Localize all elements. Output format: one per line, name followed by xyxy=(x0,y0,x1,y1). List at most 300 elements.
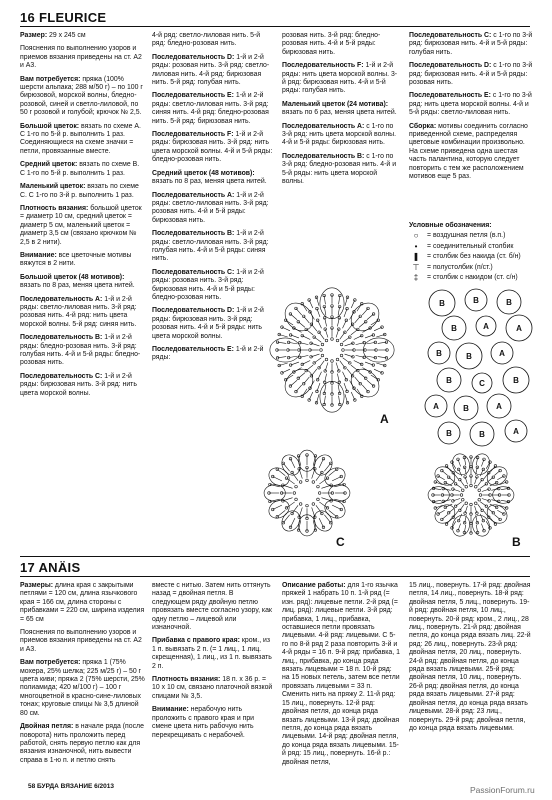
motif-letter: A xyxy=(499,349,505,358)
stitch-line xyxy=(283,485,293,488)
paragraph-label: Плотность вязания: xyxy=(152,676,223,684)
petal xyxy=(346,297,385,336)
paragraph-text: 1-й и 2-й ряды: нить цвета морской волны. 3-й ряд: бирюзовая нить. 4-й и 5-й ряды: голубая нить. xyxy=(282,62,398,95)
stitch-line xyxy=(351,392,355,400)
petal xyxy=(484,463,511,489)
motif-letter: B xyxy=(473,296,479,305)
stitch-line xyxy=(300,355,309,357)
chain-stitch xyxy=(474,502,477,505)
legend-text: = соединительный столбик xyxy=(427,242,514,250)
paragraph-label: Размер: xyxy=(20,32,50,39)
stitch-line xyxy=(325,363,328,371)
paragraph-text: пряжа 1 (75% мохера, 25% шелка; 225 м/25 г) – 50 г цвета киви; пряжа 2 (75% шерсти, 25% полиамида; 420 м/100 г) – 100 г многоцветной в красно-сине-лиловых тонах; круговые спицы № 3,5 длиной 80 см. xyxy=(20,659,145,717)
paragraph-text: 1-й и 2-й ряды: бирюзовая нить. 3-й ряд: нить цвета морской волны. xyxy=(20,372,137,397)
paragraph xyxy=(152,131,273,165)
stitch-line xyxy=(480,469,483,476)
motif-letter: B xyxy=(513,376,519,385)
paragraph-label: Размеры: xyxy=(20,582,55,589)
legend-title: Условные обозначения: xyxy=(409,222,492,229)
paragraph xyxy=(152,637,273,671)
paragraph-label: Последовательность С: xyxy=(20,372,105,380)
chain-stitch xyxy=(299,503,302,506)
chain-stitch xyxy=(381,326,384,329)
stitch-line xyxy=(345,297,347,305)
paragraph xyxy=(152,32,273,49)
stitch-line xyxy=(481,459,484,466)
stitch-line xyxy=(300,343,309,345)
stitch-line xyxy=(291,459,295,468)
paragraph-text: 1-й и 2-й ряды: бледно-розовая нить. 3-й ряд: голубая нить. 4-й и 5-й ряды: бледно-розовая нить. xyxy=(20,334,141,367)
chain-stitch xyxy=(465,502,468,505)
motif-letter: A xyxy=(516,324,522,333)
stitch-line xyxy=(319,332,324,339)
paragraph-label: Прибавка с правого края: xyxy=(152,637,242,645)
stitch-line xyxy=(302,361,310,365)
chain-stitch xyxy=(271,508,274,511)
paragraph xyxy=(282,123,400,148)
section-divider-2 xyxy=(20,556,530,557)
stitch-line xyxy=(302,336,310,340)
paragraph-text: большой цветок = диаметр 10 см, средний цветок = диаметр 5 см, маленький цветок = диаметр 3,5 см (связано крючком № 2,5 в 2 нити). xyxy=(20,204,142,246)
chain-stitch xyxy=(345,378,348,381)
stitch-line xyxy=(312,469,315,479)
stitch-line xyxy=(365,335,373,338)
chain-stitch xyxy=(306,479,309,482)
chain-stitch xyxy=(336,339,339,342)
paragraph-text: с 1-го по 3-й ряд: нить цвета морской волны. 4-й и 5-й ряды: бирюзовая нить. xyxy=(282,122,396,147)
paragraph-text: 1-й и 2-й ряды: бирюзовая нить. 3-й ряд: розовая нить. 4-й и 5-й ряды: нить цвета морской волны. xyxy=(152,307,264,340)
chain-stitch xyxy=(360,363,363,366)
legend-symbol-icon: ⊤ xyxy=(412,262,420,272)
chain-stitch xyxy=(479,494,482,497)
stitch-line xyxy=(290,314,297,320)
stitch-line xyxy=(279,335,287,337)
stitch-line xyxy=(279,363,287,365)
chain-stitch xyxy=(317,498,320,501)
stitch-line xyxy=(344,309,347,317)
paragraph-text: нерабочую нить проложить с правого края и при смене цвета нить рабочую нить перекрещивать с нерабочей. xyxy=(152,706,254,739)
stitch-line xyxy=(311,354,319,357)
paragraph-text: длина края с закрытыми петлями = 120 см, длина язычкового края = 166 см, длина стороны с прибавками = 220 см, ширина изделия = 65 см xyxy=(20,582,145,623)
paragraph-text: вязать по схеме С. С 1-го по 3-й р. выполнить 1 раз. xyxy=(20,183,139,199)
diagram-b xyxy=(426,448,516,543)
chain-stitch xyxy=(321,354,324,357)
paragraph-text: Пояснения по выполнению узоров и приемов вязания приведены на ст. А2 и А3. xyxy=(20,45,142,70)
chain-stitch xyxy=(289,364,292,367)
paragraph-label: Последовательность F: xyxy=(282,62,366,70)
chain-stitch xyxy=(460,494,463,497)
motif-letter: B xyxy=(479,430,485,439)
paragraph xyxy=(282,582,400,767)
paragraph-label: Плотность вязания: xyxy=(20,204,91,212)
chain-stitch xyxy=(295,498,298,501)
stitch-line xyxy=(299,469,302,479)
stitch-line xyxy=(290,380,297,386)
stitch-line xyxy=(458,524,461,531)
stitch-line xyxy=(345,394,347,402)
paragraph xyxy=(152,54,273,88)
chain-stitch xyxy=(316,307,319,310)
paragraph-text: 4-й ряд: светло-лиловая нить. 5-й ряд: бледно-розовая нить. xyxy=(152,32,261,48)
stitch-line xyxy=(494,515,500,520)
stitch-line xyxy=(325,318,327,327)
stitch-line xyxy=(299,507,302,517)
paragraph-label: Сборка: xyxy=(409,122,439,130)
stitch-line xyxy=(304,377,310,384)
stitch-line xyxy=(336,329,339,337)
stitch-line xyxy=(356,355,365,357)
anais-column-1 xyxy=(20,582,146,770)
paragraph xyxy=(152,582,273,632)
motif-letter: A xyxy=(513,427,519,436)
chain-stitch xyxy=(325,358,328,361)
paragraph-text: 1-й и 2-й ряды: светло-лиловая нить. 3-й ряд: синяя нить. 4-й ряд: бледно-розовая нить. 5-й ряд: бирюзовая нить. xyxy=(152,92,269,125)
paragraph-text: с 1-го по 3-й ряд: бледно-розовая нить. 4-й и 5-й ряды: нить цвета морской волны. xyxy=(282,152,397,186)
paragraph-label: Маленький цветок (24 мотива): xyxy=(282,100,389,108)
paragraph xyxy=(20,32,146,40)
paragraph xyxy=(20,582,146,624)
paragraph xyxy=(282,101,400,118)
motif-letter: B xyxy=(446,429,452,438)
stitch-line xyxy=(500,482,507,485)
watermark: PassionForum.ru xyxy=(470,785,535,795)
section-divider-3 xyxy=(20,576,530,577)
chain-stitch xyxy=(478,498,481,501)
legend xyxy=(409,222,539,284)
paragraph xyxy=(152,706,273,740)
stitch-line xyxy=(438,476,445,480)
section-title-anais: 17 ANÄIS xyxy=(20,560,81,575)
chain-stitch xyxy=(316,390,319,393)
paragraph-text: 1-й и 2-й ряды: розовая нить. 3-й ряд: бирюзовая нить. 4-й и 5-й ряды: бледно-розовая нить. xyxy=(152,268,264,301)
motif-letter: A xyxy=(433,402,439,411)
stitch-line xyxy=(351,329,358,334)
stitch-line xyxy=(319,518,323,527)
stitch-line xyxy=(345,343,353,346)
stitch-line xyxy=(332,505,341,509)
stitch-line xyxy=(332,477,341,481)
paragraph xyxy=(282,32,400,57)
paragraph-label: Средний цветок (48 мотивов): xyxy=(152,169,255,177)
chain-stitch xyxy=(381,372,384,375)
stitch-line xyxy=(459,469,462,476)
paragraph xyxy=(152,192,273,226)
paragraph-text: все цветочные мотивы вяжутся в 2 нити. xyxy=(20,251,132,268)
paragraph xyxy=(152,346,273,363)
petal xyxy=(484,501,511,527)
paragraph-label: Последовательность D: xyxy=(409,62,494,70)
stitch-line xyxy=(367,380,374,386)
diagram-a-label: A xyxy=(380,412,389,426)
chain-stitch xyxy=(293,492,296,495)
paragraph-label: Последовательность D: xyxy=(152,307,237,315)
chain-stitch xyxy=(301,363,304,366)
stitch-line xyxy=(309,392,313,400)
stitch-line xyxy=(497,476,504,480)
motif-letter: B xyxy=(446,376,452,385)
chain-stitch xyxy=(346,390,349,393)
stitch-line xyxy=(374,369,382,373)
paragraph-label: Последовательность В: xyxy=(282,152,367,160)
paragraph-text: с 1-го по 3-й ряд: нить цвета морской волны. 4-й и 5-й ряды: светло-лиловая нить. xyxy=(409,92,532,117)
paragraph xyxy=(20,205,146,247)
stitch-line xyxy=(317,383,320,391)
stitch-line xyxy=(347,369,352,376)
paragraph-text: 1-й и 2-й ряды: светло-лиловая нить. 3-й ряд: розовая нить. 4-й и 5-й ряды: бирюзовая нить. xyxy=(152,191,269,224)
stitch-line xyxy=(344,383,347,391)
anais-column-2 xyxy=(152,582,273,745)
paragraph-text: розовая нить. 3-й ряд: бледно-розовая нить. 4-й и 5-й ряды: бирюзовая нить. xyxy=(282,32,381,56)
stitch-line xyxy=(362,308,368,315)
stitch-line xyxy=(291,362,299,365)
stitch-line xyxy=(311,343,319,346)
chain-stitch xyxy=(295,485,298,488)
stitch-line xyxy=(343,372,347,380)
paragraph xyxy=(20,76,146,118)
paragraph-text: 1-й и 2-й ряды: xyxy=(152,346,264,362)
stitch-line xyxy=(325,374,327,383)
legend-symbol-icon: • xyxy=(414,241,418,251)
stitch-line xyxy=(354,336,362,340)
paragraph xyxy=(20,274,146,291)
stitch-line xyxy=(365,362,373,365)
paragraph xyxy=(409,582,533,733)
motif-letter: C xyxy=(479,379,485,388)
paragraph xyxy=(409,92,533,117)
chain-stitch xyxy=(312,503,315,506)
motif-letter: B xyxy=(451,324,457,333)
stitch-line xyxy=(460,504,464,510)
stitch-line xyxy=(480,502,486,506)
stitch-line xyxy=(497,510,504,514)
paragraph-label: Большой цветок: xyxy=(20,122,81,130)
paragraph-text: в начале ряда (после поворота) нить проложить перед работой, снять первую петлю как для вязания изнаночной, нить вывести справа в 1-ю п. и петлю снять xyxy=(20,723,144,764)
paragraph-text: вязать по схеме А. С 1-го по 5-й р. выполнить 1 раз. Соединяющиеся на схеме значки = петли, провязанные вместе. xyxy=(20,122,141,155)
paragraph xyxy=(20,45,146,70)
chain-stitch xyxy=(437,513,440,516)
chain-stitch xyxy=(474,485,477,488)
chain-stitch xyxy=(317,485,320,488)
chain-stitch xyxy=(461,498,464,501)
paragraph-text: мотивы соединить согласно приведенной схеме, распределяя цветовые комбинации произвольно. На схеме приведена одна шестая часть палантина, которую следует повторить с тем же расположением мотивов еще 5 раз. xyxy=(409,122,528,181)
stitch-line xyxy=(314,358,321,363)
legend-text: = воздушная петля (в.п.) xyxy=(427,232,506,240)
stitch-line xyxy=(312,507,315,517)
stitch-line xyxy=(282,369,290,373)
paragraph-label: Последовательность В: xyxy=(152,230,237,238)
chain-stitch xyxy=(331,338,334,341)
stitch-line xyxy=(314,337,321,342)
fleurice-column-1 xyxy=(20,32,146,403)
stitch-line xyxy=(321,498,331,501)
chain-stitch xyxy=(306,504,309,507)
stitch-line xyxy=(343,358,350,363)
motif-letter: B xyxy=(466,352,472,361)
stitch-line xyxy=(456,484,462,488)
paragraph xyxy=(20,723,146,765)
legend-symbol-icon: ○ xyxy=(413,231,419,241)
motif-letter: A xyxy=(483,322,489,331)
chain-stitch xyxy=(465,485,468,488)
petal xyxy=(346,364,385,403)
paragraph-text: 18 п. х 36 р. = 10 х 10 см, связано платочной вязкой спицами № 3,5. xyxy=(152,676,273,700)
paragraph xyxy=(20,296,146,330)
stitch-line xyxy=(317,394,319,402)
paragraph xyxy=(282,153,400,187)
stitch-line xyxy=(304,316,310,323)
paragraph-label: Последовательность С: xyxy=(409,32,494,39)
chain-stitch xyxy=(340,508,343,511)
chain-stitch xyxy=(322,457,325,460)
chain-stitch xyxy=(320,349,323,352)
paragraph-label: Вам потребуется: xyxy=(20,75,83,83)
diagram-b-label: B xyxy=(512,535,521,549)
fleurice-column-3 xyxy=(282,32,400,192)
stitch-line xyxy=(336,363,339,371)
stitch-line xyxy=(355,377,361,384)
paragraph xyxy=(20,161,146,178)
legend-item xyxy=(409,232,539,240)
paragraph xyxy=(20,183,146,200)
paragraph-label: Последовательность А: xyxy=(20,295,105,303)
petal xyxy=(279,364,318,403)
paragraph xyxy=(152,170,273,187)
stitch-line xyxy=(296,385,302,392)
chain-stitch xyxy=(308,399,311,402)
anais-column-3 xyxy=(282,582,400,772)
stitch-line xyxy=(343,337,350,342)
stitch-line xyxy=(459,514,462,521)
diagram-c xyxy=(262,448,352,538)
legend-text: = полустолбик (п/ст.) xyxy=(427,263,493,271)
chain-stitch xyxy=(325,339,328,342)
motif-letter: B xyxy=(436,349,442,358)
stitch-line xyxy=(318,320,322,328)
stitch-line xyxy=(340,332,345,339)
paragraph-text: с 1-го по 3-й ряд: бирюзовая нить. 4-й и 5-й ряды: розовая нить. xyxy=(409,62,533,87)
chain-stitch xyxy=(281,326,284,329)
chain-stitch xyxy=(316,378,319,381)
stitch-line xyxy=(376,335,384,337)
petal xyxy=(431,463,458,489)
stitch-line xyxy=(298,373,305,379)
paragraph-text: Пояснения по выполнению узоров и приемов вязания приведены на ст. А2 и А3. xyxy=(20,629,142,653)
stitch-line xyxy=(367,314,374,320)
stitch-line xyxy=(317,297,319,305)
stitch-line xyxy=(500,505,507,508)
stitch-line xyxy=(273,477,282,481)
paragraph-label: Последовательность А: xyxy=(282,122,367,130)
stitch-line xyxy=(319,361,324,368)
chain-stitch xyxy=(342,349,345,352)
paragraph xyxy=(152,676,273,701)
paragraph-text: 15 лиц., повернуть. 17-й ряд: двойная петля, 14 лиц., повернуть. 18-й ряд: двойная петля, 5 лиц., повернуть. 19-й ряд: двойная петля, 10 лиц., повернуть. 20-й ряд: кром., 2 лиц., 28 лиц., повернуть. 21-й ряд: двойная петля, до конца ряда вязать лиц. 22-й ряд: 26 лиц., повернуть. 23-й ряд: двойная петля, 20 лиц., повернуть. 24-й ряд: двойная петля, до конца ряда вязать лицевыми. 25-й ряд: двойная петля, 10 лиц., повернуть. 26-й ряд: двойная петля, до конца ряда вязать лицевыми. 27-й ряд: двойная петля, до конца ряда вязать лицевыми. 28-й ряд: 23 лиц., повернуть. 29-й ряд: двойная петля, до конца ряда вязать лицевыми. xyxy=(409,582,531,732)
paragraph-label: Последовательность Е: xyxy=(409,92,493,100)
stitch-line xyxy=(325,329,328,337)
stitch-line xyxy=(343,320,347,328)
magazine-name: БУРДА ВЯЗАНИЕ 6/2013 xyxy=(37,783,115,790)
paragraph-label: Последовательность А: xyxy=(152,191,237,199)
paragraph-text: пряжа (100% шерсти альпака; 288 м/50 г) – по 100 г бирюзовой, морской волны, бледно-розовой, синей и светло-лиловой, по 50 г розовой и голубой; крючок № 2,5. xyxy=(20,75,143,117)
paragraph xyxy=(152,269,273,303)
section-divider xyxy=(20,26,530,27)
paragraph-text: с 1-го по 3-й ряд: бирюзовая нить. 4-й и 5-й ряды: голубая нить. xyxy=(409,32,533,56)
stitch-line xyxy=(480,484,486,488)
stitch-line xyxy=(480,514,483,521)
stitch-line xyxy=(356,343,365,345)
motif-letter: B xyxy=(506,298,512,307)
paragraph xyxy=(152,230,273,264)
paragraph xyxy=(20,659,146,718)
chain-stitch xyxy=(451,461,454,464)
chain-stitch xyxy=(372,364,375,367)
stitch-line xyxy=(438,510,445,514)
chain-stitch xyxy=(331,360,334,363)
chain-stitch xyxy=(308,299,311,302)
chain-stitch xyxy=(316,319,319,322)
fleurice-column-4 xyxy=(409,32,533,187)
paragraph-label: Описание работы: xyxy=(282,582,348,589)
chain-stitch xyxy=(360,334,363,337)
stitch-line xyxy=(359,373,366,379)
chain-stitch xyxy=(345,319,348,322)
paragraph-label: Внимание: xyxy=(20,251,59,259)
chain-stitch xyxy=(318,492,321,495)
petal xyxy=(431,501,458,527)
paragraph xyxy=(152,307,273,341)
chain-stitch xyxy=(281,372,284,375)
paragraph-label: Последовательность D: xyxy=(152,53,237,61)
legend-symbol-icon: ❚ xyxy=(412,252,420,262)
stitch-line xyxy=(273,505,282,509)
paragraph xyxy=(409,32,533,57)
paragraph-text: вязать по 8 раз, меняя цвета нитей. xyxy=(20,282,135,290)
legend-item xyxy=(409,243,539,251)
paragraph-label: Последовательность F: xyxy=(152,131,236,139)
paragraph-label: Двойная петля: xyxy=(20,723,76,731)
stitch-line xyxy=(478,504,482,510)
stitch-line xyxy=(460,480,464,486)
chain-stitch xyxy=(437,475,440,478)
stitch-line xyxy=(291,335,299,338)
stitch-line xyxy=(319,459,323,468)
chain-stitch xyxy=(346,307,349,310)
chain-stitch xyxy=(470,484,473,487)
stitch-line xyxy=(456,502,462,506)
paragraph-text: вязать по 8 раз, меняя цвета нитей. xyxy=(152,178,267,186)
paragraph xyxy=(20,629,146,654)
legend-text: = столбик с накидом (ст. с/н) xyxy=(427,274,518,282)
stitch-line xyxy=(435,505,442,508)
paragraph xyxy=(20,373,146,398)
paragraph-label: Большой цветок (48 мотивов): xyxy=(20,273,125,281)
stitch-line xyxy=(478,480,482,486)
paragraph-text: 1-й и 2-й ряды: светло-лиловая нить. 3-й ряд: розовая нить. 4-й ряд: нить цвета морской волны. 5-й ряд: синяя нить. xyxy=(20,295,137,328)
page-footer xyxy=(28,783,114,790)
paragraph xyxy=(152,92,273,126)
stitch-line xyxy=(481,524,484,531)
paragraph-text: вязать по 6 раз, меняя цвета нитей. xyxy=(282,109,397,117)
legend-text: = столбик без накида (ст. б/н) xyxy=(427,253,521,261)
stitch-line xyxy=(345,354,353,357)
stitch-line xyxy=(311,369,316,376)
stitch-line xyxy=(374,327,382,331)
assembly-diagram xyxy=(424,288,539,453)
chain-stitch xyxy=(301,334,304,337)
paragraph-label: Последовательность В: xyxy=(20,334,105,342)
chain-stitch xyxy=(461,489,464,492)
paragraph-text: 1-й и 2-й ряды: бирюзовая нить. 3-й ряд: нить цвета морской волны. 4-й и 5-й ряды: бледно-розовая нить. xyxy=(152,131,273,164)
